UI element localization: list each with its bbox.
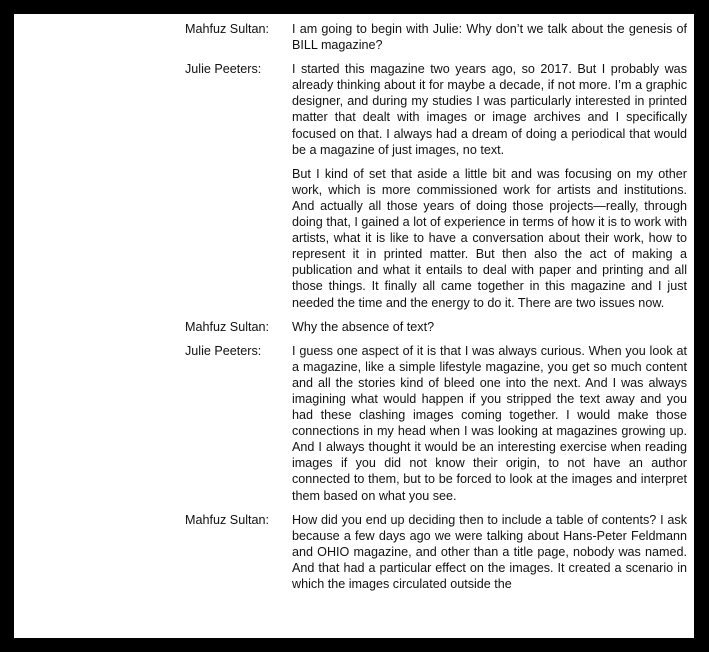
- speaker-name: Mahfuz Sultan:: [185, 22, 270, 36]
- interview-transcript: [185, 21, 687, 600]
- paragraph: I guess one aspect of it is that I was always curious. When you look at a magazine, like a simple lifestyle magazine, you get so much content and all the stories kind of bleed one into the next. And I was always imagining what would happen if you stripped the text away and you had these clashing images coming together. I would make those connections in my head when I was looking at magazines growing up. And I always thought it would be an interesting exercise when reading images if you did not know their origin, to not have an author connected to them, but to be forced to look at the images and interpret them based on what you see.: [292, 343, 687, 503]
- transcript-entry: [185, 343, 687, 504]
- document-page: [14, 14, 694, 638]
- speaker-name: Julie Peeters:: [185, 343, 262, 358]
- speaker-name: Mahfuz Sultan:: [185, 319, 270, 334]
- entry-text: [292, 343, 687, 504]
- paragraph: But I kind of set that aside a little bit and was focusing on my other work, which is more commissioned work for artists and institutions. And actually all those years of doing those projects—really, through doing that, I gained a lot of experience in terms of how it is to work with artists, what it is like to have a conversation about their work, how to represent it in printed matter. But then also the act of making a publication and what it entails to deal with paper and printing and all those things. It finally all came together in this magazine and I just needed the time and the energy to do it. There are two issues now.: [292, 166, 687, 310]
- paragraph: I started this magazine two years ago, so 2017. But I probably was already thinking about it for maybe a decade, if not more. I’m a graphic designer, and during my studies I was particularly interested in printed matter that dealt with images or image archives and I specifically focused on that. I always had a dream of doing a periodical that would be a magazine of just images, no text.: [292, 62, 687, 157]
- paragraph: Why the absence of text?: [292, 319, 435, 334]
- transcript-entry: [185, 21, 687, 53]
- entry-text: [292, 61, 687, 310]
- speaker-name: Mahfuz Sultan:: [185, 512, 270, 527]
- entry-text: [292, 512, 687, 592]
- transcript-entry: [185, 512, 687, 592]
- paragraph: I am going to begin with Julie: Why don’t we talk about the genesis of BILL magazine?: [292, 22, 687, 53]
- entry-text: [292, 319, 687, 335]
- transcript-entry: [185, 61, 687, 310]
- paragraph: How did you end up deciding then to include a table of contents? I ask because a few days ago we were talking about Hans-Peter Feldmann and OHIO magazine, and other than a title page, nobody was named. And that had a particular effect on the images. It created a scenario in which the images circulated outside the: [292, 512, 687, 591]
- speaker-name: Julie Peeters:: [185, 62, 262, 77]
- entry-text: [292, 21, 687, 53]
- transcript-entry: [185, 319, 687, 335]
